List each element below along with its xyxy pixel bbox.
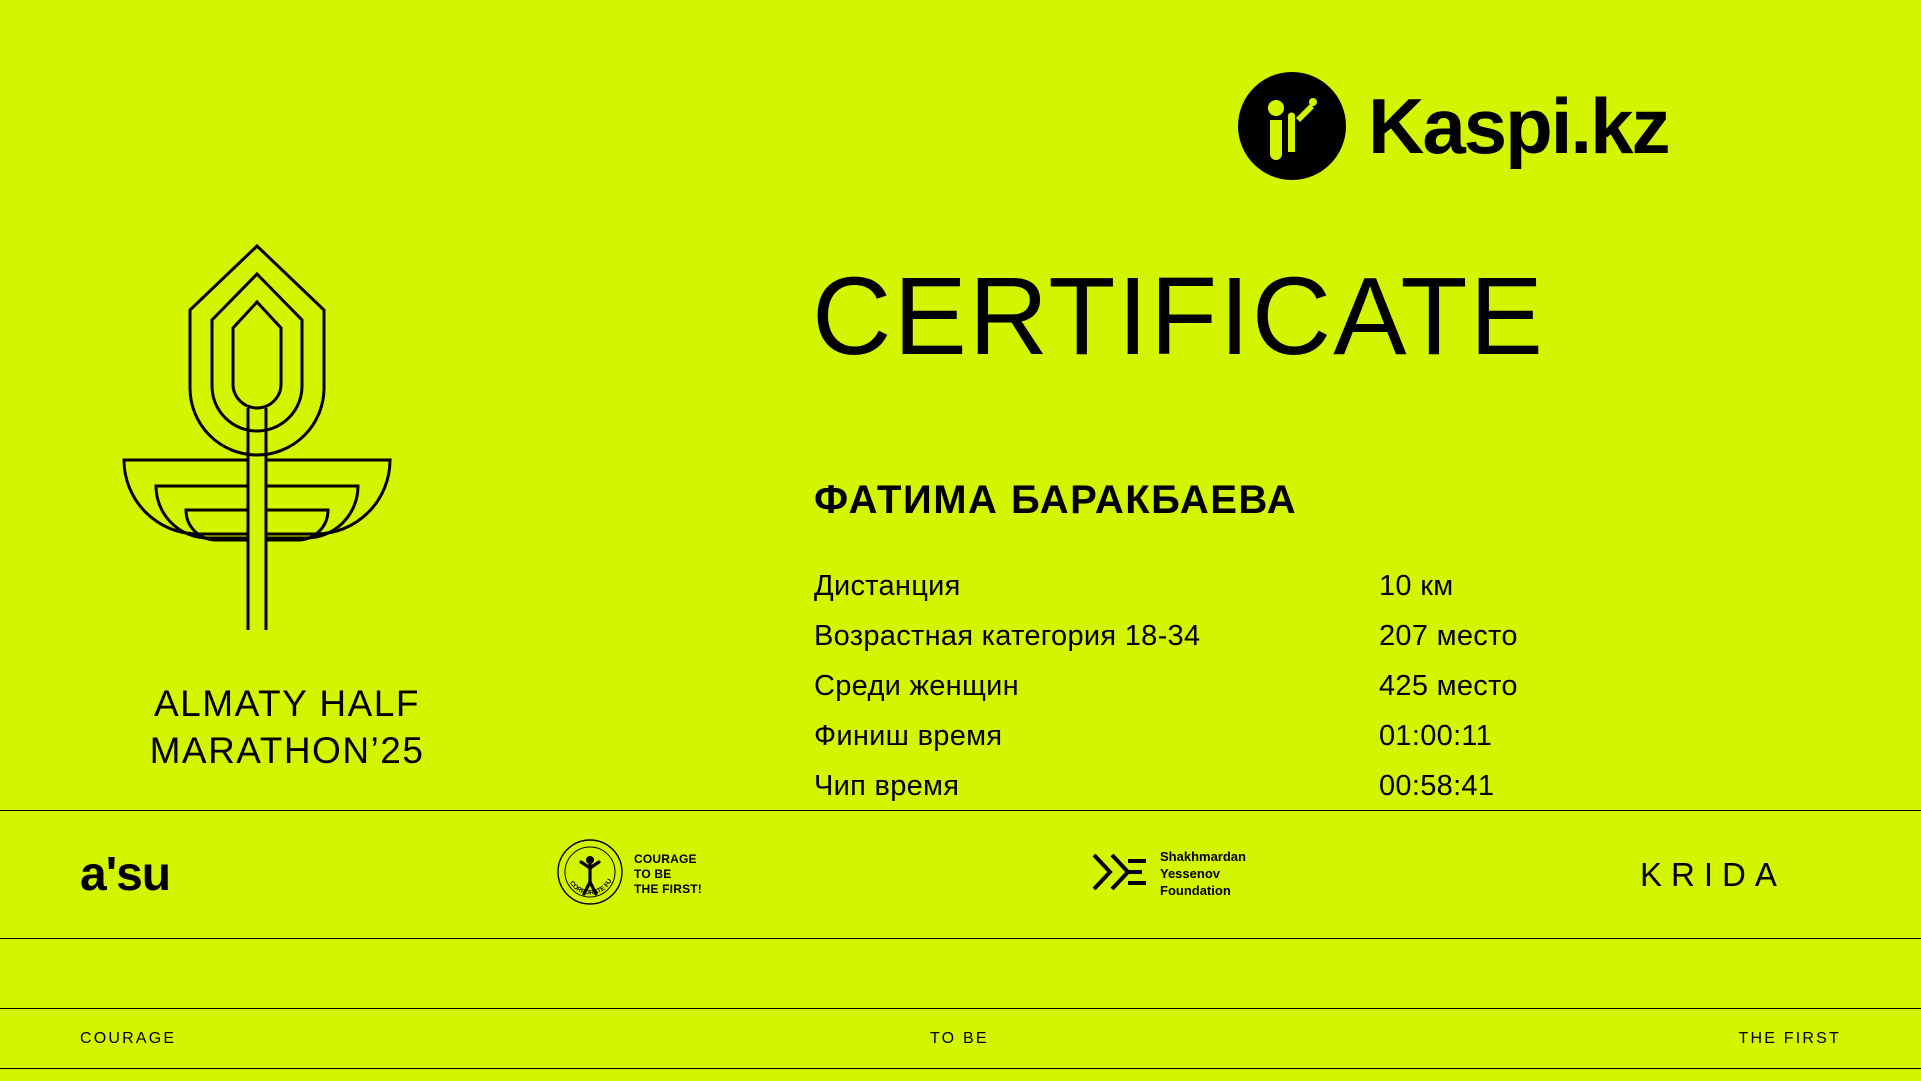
row-label: Чип время bbox=[814, 770, 960, 802]
kaspi-wordmark: Kaspi.kz bbox=[1368, 82, 1669, 170]
event-name bbox=[72, 680, 502, 775]
row-value: 207 место bbox=[1379, 620, 1518, 652]
corporate-fund-emblem-icon bbox=[556, 838, 624, 911]
event-name-line2: MARATHON’25 bbox=[149, 730, 425, 772]
divider-sponsors bbox=[0, 938, 1921, 939]
table-row bbox=[814, 620, 1594, 670]
row-label: Финиш время bbox=[814, 720, 1003, 752]
row-label: Среди женщин bbox=[814, 670, 1019, 702]
yessenov-line3: Foundation bbox=[1160, 882, 1231, 898]
row-label: Возрастная категория 18-34 bbox=[814, 620, 1201, 652]
footer-center-text: TO BE bbox=[930, 1029, 989, 1047]
asu-wordmark: aʹsu bbox=[80, 848, 171, 901]
sponsor-krida-logo bbox=[1640, 811, 1786, 938]
footer-left-text: COURAGE bbox=[80, 1029, 177, 1047]
sponsor-asu-logo bbox=[80, 811, 170, 938]
divider-footer-bottom bbox=[0, 1068, 1921, 1069]
results-table bbox=[814, 570, 1594, 820]
kaspi-mark-icon bbox=[1238, 72, 1346, 180]
kaspi-logo bbox=[1238, 72, 1668, 180]
footer-slogan bbox=[0, 1009, 1921, 1068]
footer-right-text: THE FIRST bbox=[1738, 1029, 1841, 1047]
row-label: Дистанция bbox=[814, 570, 961, 602]
row-value: 01:00:11 bbox=[1379, 720, 1493, 752]
sponsor-band bbox=[0, 811, 1921, 938]
table-row bbox=[814, 720, 1594, 770]
certificate-title: CERTIFICATE bbox=[812, 255, 1545, 378]
yessenov-line1: Shakhmardan bbox=[1160, 849, 1246, 865]
sponsor-corporate-fund-logo bbox=[556, 811, 702, 938]
yessenov-mark-icon bbox=[1090, 851, 1148, 898]
corporate-fund-line1: COURAGE bbox=[634, 852, 697, 866]
corporate-fund-line2: TO BE bbox=[634, 867, 672, 881]
row-value: 10 км bbox=[1379, 570, 1454, 602]
tulip-emblem-icon bbox=[62, 238, 452, 658]
corporate-fund-line3: THE FIRST! bbox=[634, 882, 702, 896]
athlete-name: ФАТИМА БАРАКБАЕВА bbox=[814, 478, 1298, 522]
svg-text:CORPORATE FUND: CORPORATE FU bbox=[567, 877, 614, 897]
row-value: 425 место bbox=[1379, 670, 1518, 702]
table-row bbox=[814, 670, 1594, 720]
event-name-line1: ALMATY HALF bbox=[154, 683, 420, 724]
yessenov-text bbox=[1160, 849, 1246, 900]
corporate-fund-text bbox=[634, 852, 702, 897]
table-row bbox=[814, 570, 1594, 620]
yessenov-line2: Yessenov bbox=[1160, 866, 1220, 882]
krida-wordmark: KRIDA bbox=[1640, 855, 1786, 893]
row-value: 00:58:41 bbox=[1379, 770, 1495, 802]
sponsor-yessenov-logo bbox=[1090, 811, 1246, 938]
